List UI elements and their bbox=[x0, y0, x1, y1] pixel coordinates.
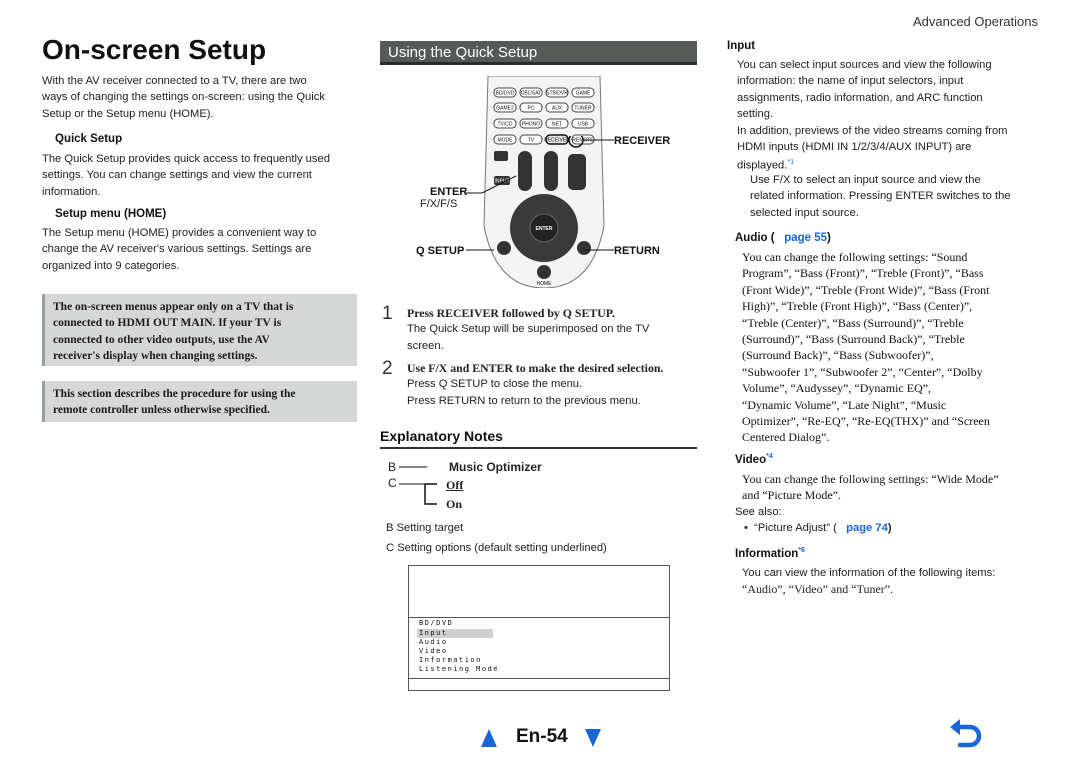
screen-menu-item-selected: Input bbox=[419, 629, 448, 637]
remote-button-label: RECEIVER bbox=[544, 137, 570, 144]
quick-setup-banner: Using the Quick Setup bbox=[380, 41, 697, 65]
remote-button-label: PC bbox=[527, 105, 535, 112]
return-label: RETURN bbox=[614, 245, 660, 257]
enter-label: ENTER bbox=[430, 186, 468, 198]
explanatory-notes-rule bbox=[380, 447, 697, 449]
next-page-icon[interactable] bbox=[584, 728, 602, 748]
step-1-number: 1 bbox=[382, 303, 393, 324]
video-settings-list: You can change the following settings: “Wide Mode” and “Picture Mode”. bbox=[742, 472, 999, 503]
step-1-text: The Quick Setup will be superimposed on the TV bbox=[407, 323, 650, 336]
remote-button-label: REMOTE bbox=[572, 137, 594, 144]
quick-setup-screen bbox=[408, 565, 670, 691]
remote-button-label: CBL/SAT bbox=[520, 90, 542, 97]
remote-callout-lines bbox=[466, 136, 614, 266]
screen-menu-item: Video bbox=[419, 647, 448, 655]
screen-menu-item: Audio bbox=[419, 638, 448, 646]
remote-button-label: GAME2 bbox=[496, 105, 514, 112]
arrow-keys-label: F/X/F/S bbox=[420, 198, 458, 210]
screen-divider bbox=[409, 617, 669, 618]
back-return-icon[interactable] bbox=[948, 718, 984, 752]
input-description: You can select input sources and view the following information: the name of input selectors, input assignments, radio information, and ARC function setting. In addition, previews of the video streams coming from HDMI inputs (HDMI IN 1/2/3/4/AUX INPUT) are displayed.$^{*1}$ bbox=[737, 59, 1008, 173]
see-also-label: See also: bbox=[735, 506, 782, 518]
explanatory-notes-heading: Explanatory Notes bbox=[380, 428, 503, 444]
step-2-title: Use F/X and ENTER to make the desired selection. bbox=[407, 361, 664, 375]
setup-menu-text: The Setup menu (HOME) provides a convenient way to change the AV receiver's various settings. Settings are organized into 9 categories. bbox=[42, 227, 317, 272]
legend-setting-options: C Setting options (default setting underlined) bbox=[386, 542, 607, 554]
input-use-instructions: Use F/X to select an input source and view the related information. Pressing ENTER switches to the selected input source. bbox=[750, 174, 1011, 219]
step-2-text: Press Q SETUP to close the menu. bbox=[407, 378, 583, 391]
step-1-text-2: screen. bbox=[407, 339, 444, 352]
section-label: Advanced Operations bbox=[912, 14, 1038, 29]
diagram-b-marker: B bbox=[388, 460, 397, 474]
step-1 bbox=[407, 305, 699, 354]
screen-menu-item: Listening Mode bbox=[419, 665, 500, 673]
step-2-text-2: Press RETURN to return to the previous menu. bbox=[407, 394, 641, 407]
q-setup-label: Q SETUP bbox=[416, 245, 465, 257]
input-heading: Input bbox=[727, 40, 756, 52]
remote-button-label: ENTER bbox=[535, 226, 553, 232]
remote-button-label: INPUT bbox=[494, 178, 510, 185]
audio-heading: Audio ( page 55) bbox=[735, 232, 831, 244]
diagram-c-marker: C bbox=[388, 476, 397, 490]
screen-bottom-divider bbox=[409, 678, 669, 679]
diagram-option-on: On bbox=[446, 497, 463, 511]
picture-adjust-page-link[interactable]: page 74 bbox=[846, 522, 888, 534]
page-number: En-54 bbox=[516, 726, 568, 747]
remote-button-label: NET bbox=[552, 121, 562, 128]
information-description: You can view the information of the following items: “Audio”, “Video” and “Tuner”. bbox=[742, 567, 996, 597]
step-2-number: 2 bbox=[382, 358, 393, 379]
screen-menu-item: BD/DVD bbox=[419, 619, 454, 627]
remote-button-label: HOME bbox=[536, 281, 552, 287]
receiver-label: RECEIVER bbox=[614, 135, 671, 147]
audio-page-link[interactable]: page 55 bbox=[784, 232, 828, 244]
information-heading: Information$^{*6}$ bbox=[735, 547, 805, 560]
video-heading: Video$^{*4}$ bbox=[735, 453, 773, 466]
picture-adjust-reference: • “Picture Adjust” ( page 74) bbox=[744, 522, 892, 534]
diagram-option-off: Off bbox=[446, 478, 464, 492]
diagram-bracket-lines bbox=[397, 464, 439, 510]
remote-button-label: USB bbox=[577, 121, 589, 128]
remote-button-label: MODE bbox=[497, 137, 513, 144]
intro-text: With the AV receiver connected to a TV, there are two ways of changing the settings on-screen: using the Quick Setup or the Setup menu (HOME). bbox=[42, 75, 325, 120]
remote-button-label: TUNER bbox=[574, 105, 592, 112]
quick-setup-text: The Quick Setup provides quick access to frequently used settings. You can change settings and view the current information. bbox=[42, 153, 330, 198]
remote-button-label: STB/DVR bbox=[546, 90, 568, 97]
previous-page-icon[interactable] bbox=[480, 728, 498, 748]
remote-note: This section describes the procedure for using the remote controller unless otherwise specified. bbox=[42, 381, 357, 422]
page-title: On-screen Setup bbox=[42, 34, 267, 65]
diagram-setting-name: Music Optimizer bbox=[449, 460, 542, 474]
setup-menu-heading: Setup menu (HOME) bbox=[55, 208, 167, 220]
remote-button-label: BD/DVD bbox=[495, 90, 515, 97]
legend-setting-target: B Setting target bbox=[386, 522, 464, 534]
remote-button-label: GAME bbox=[575, 90, 591, 97]
remote-button-label: TV/CD bbox=[497, 121, 513, 128]
step-1-title: Press RECEIVER followed by Q SETUP. bbox=[407, 306, 615, 320]
hdmi-note: The on-screen menus appear only on a TV that is connected to HDMI OUT MAIN. If your TV is connected to other video outputs, use the AV receiver's display when changing settings. bbox=[42, 294, 357, 366]
remote-button-label: TV bbox=[527, 137, 535, 144]
audio-settings-list: You can change the following settings: “Sound Program”, “Bass (Front)”, “Treble (Front)”, “Bass (Front Wide)”, “Treble (Front Wide)”, “Bass (Front High)”, “Treble (Front High)”, “Bass (Center)”, “Treble (Center)”, “Bass (Surround)”, “Treble (Surround)”, “Bass (Surround Back)”, “Treble (Surround Back)”, “Bass (Subwoofer)”, “Subwoofer 1”, “Subwoofer 2”, “Center”, “Dolby Volume”, “Audyssey”, “Dynamic EQ”, “Dynamic Volume”, “Late Night”, “Music Optimizer”, “Re-EQ”, “Re-EQ(THX)” and “Screen Centered Dialog”. bbox=[742, 250, 990, 445]
remote-button-label: PHONO bbox=[521, 121, 541, 128]
remote-button-label: AUX bbox=[551, 105, 563, 112]
step-2 bbox=[407, 360, 699, 409]
quick-setup-heading: Quick Setup bbox=[55, 133, 123, 145]
screen-menu-item: Information bbox=[419, 656, 482, 664]
